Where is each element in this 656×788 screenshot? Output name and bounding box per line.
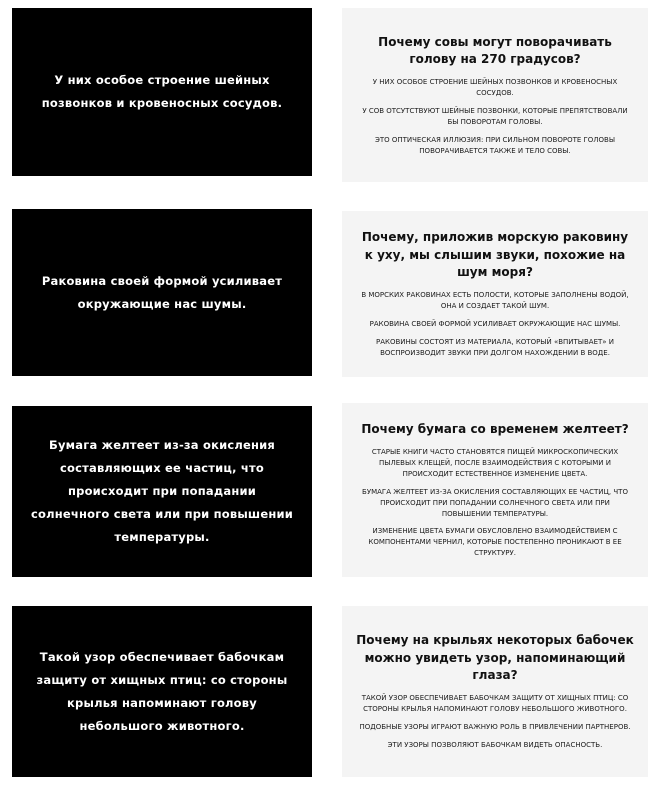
option-text: РАКОВИНЫ СОСТОЯТ ИЗ МАТЕРИАЛА, КОТОРЫЙ «ВПИТЫВАЕТ» И ВОСПРОИЗВОДИТ ЗВУКИ ПРИ ДОЛГОМ НАХОЖДЕНИИ В ВОДЕ. bbox=[375, 338, 615, 357]
option-text: У НИХ ОСОБОЕ СТРОЕНИЕ ШЕЙНЫХ ПОЗВОНКОВ И КРОВЕНОСНЫХ СОСУДОВ. bbox=[372, 78, 618, 98]
option-text: ТАКОЙ УЗОР ОБЕСПЕЧИВАЕТ БАБОЧКАМ ЗАЩИТУ ОТ ХИЩНЫХ ПТИЦ: СО СТОРОНЫ КРЫЛЬЯ НАПОМИНАЮТ ГОЛОВУ НЕБОЛЬШОГО ЖИВОТНОГО. bbox=[361, 694, 629, 714]
answer-card-3 bbox=[12, 406, 312, 577]
option-text: У СОВ ОТСУТСТВУЮТ ШЕЙНЫЕ ПОЗВОНКИ, КОТОРЫЕ ПРЕПЯТСТВОВАЛИ БЫ ПОВОРОТАМ ГОЛОВЫ. bbox=[362, 107, 628, 126]
question-text: Почему на крыльях некоторых бабочек можно увидеть узор, напоминающий глаза? bbox=[356, 633, 634, 682]
option-text: ЭТО ОПТИЧЕСКАЯ ИЛЛЮЗИЯ: ПРИ СИЛЬНОМ ПОВОРОТЕ ГОЛОВЫ ПОВОРАЧИВАЕТСЯ ТАКЖЕ И ТЕЛО СОВЫ. bbox=[374, 135, 616, 155]
answer-card-4 bbox=[12, 606, 312, 777]
answer-text: Раковина своей формой усиливает окружающие нас шумы. bbox=[41, 273, 283, 311]
question-card-1 bbox=[342, 8, 648, 182]
answer-text: Бумага желтеет из-за окисления составляющих ее частиц, что происходит при попадании солнечного света или при повышении температуры. bbox=[30, 438, 294, 544]
option-text: БУМАГА ЖЕЛТЕЕТ ИЗ-ЗА ОКИСЛЕНИЯ СОСТАВЛЯЮЩИХ ЕЕ ЧАСТИЦ, ЧТО ПРОИСХОДИТ ПРИ ПОПАДАНИИ СОЛНЕЧНОГО СВЕТА ИЛИ ПРИ ПОВЫШЕНИИ ТЕМПЕРАТУРЫ. bbox=[362, 487, 628, 518]
option-text: ИЗМЕНЕНИЕ ЦВЕТА БУМАГИ ОБУСЛОВЛЕНО ВЗАИМОДЕЙСТВИЕМ С КОМПОНЕНТАМИ ЧЕРНИЛ, КОТОРЫЕ ПОСТЕПЕННО ПРОНИКАЮТ В ЕЕ СТРУКТУРУ. bbox=[368, 527, 622, 558]
option-text: РАКОВИНА СВОЕЙ ФОРМОЙ УСИЛИВАЕТ ОКРУЖАЮЩИЕ НАС ШУМЫ. bbox=[369, 320, 621, 329]
question-text: Почему совы могут поворачивать голову на 270 градусов? bbox=[378, 34, 612, 66]
option-text: ПОДОБНЫЕ УЗОРЫ ИГРАЮТ ВАЖНУЮ РОЛЬ В ПРИВЛЕЧЕНИИ ПАРТНЕРОВ. bbox=[359, 723, 631, 732]
option-text: ЭТИ УЗОРЫ ПОЗВОЛЯЮТ БАБОЧКАМ ВИДЕТЬ ОПАСНОСТЬ. bbox=[387, 740, 603, 749]
answer-card-2 bbox=[12, 209, 312, 376]
option-text: В МОРСКИХ РАКОВИНАХ ЕСТЬ ПОЛОСТИ, КОТОРЫЕ ЗАПОЛНЕНЫ ВОДОЙ, ОНА И СОЗДАЕТ ТАКОЙ ШУМ. bbox=[361, 291, 629, 311]
option-text: СТАРЫЕ КНИГИ ЧАСТО СТАНОВЯТСЯ ПИЩЕЙ МИКРОСКОПИЧЕСКИХ ПЫЛЕВЫХ КЛЕЩЕЙ, ПОСЛЕ ВЗАИМОДЕЙСТВИЯ С КОТОРЫМИ И ПРОИСХОДИТ ЕСТЕСТВЕННОЕ ИЗМЕНЕНИЕ ЦВЕТА. bbox=[371, 448, 619, 479]
question-text: Почему, приложив морскую раковину к уху, мы слышим звуки, похожие на шум моря? bbox=[361, 230, 629, 280]
question-card-4 bbox=[342, 606, 648, 777]
question-card-3 bbox=[342, 403, 648, 577]
question-card-2 bbox=[342, 211, 648, 377]
answer-text: У них особое строение шейных позвонков и кровеносных сосудов. bbox=[41, 73, 283, 110]
answer-card-1 bbox=[12, 8, 312, 176]
question-text: Почему бумага со временем желтеет? bbox=[361, 422, 629, 436]
answer-text: Такой узор обеспечивает бабочкам защиту от хищных птиц: со стороны крылья напоминают голову небольшого животного. bbox=[36, 649, 288, 733]
